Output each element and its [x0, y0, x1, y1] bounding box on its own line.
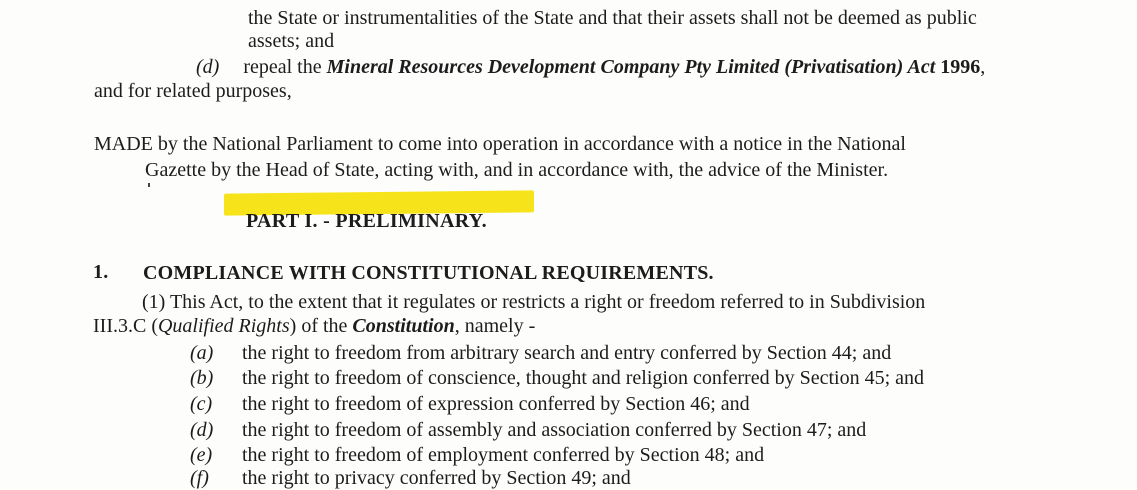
- item-label: (c): [190, 393, 213, 415]
- item-label: (e): [190, 444, 213, 466]
- text-segment: , namely -: [454, 315, 536, 337]
- item-text: the right to freedom from arbitrary search and entry conferred by Section 44; and: [242, 342, 892, 364]
- item-text: the right to freedom of expression conferred by Section 46; and: [242, 393, 750, 415]
- act-year: 1996: [935, 56, 981, 78]
- item-text: the right to privacy conferred by Section 49; and: [242, 467, 631, 489]
- made-line-1: MADE by the National Parliament to come into operation in accordance with a notice in the National: [94, 133, 906, 155]
- item-punct: ,: [980, 56, 986, 78]
- preamble-line-1: the State or instrumentalities of the State and that their assets shall not be deemed as public: [248, 7, 977, 29]
- list-item: [190, 341, 891, 365]
- section-title: COMPLIANCE WITH CONSTITUTIONAL REQUIREMENTS.: [143, 262, 714, 284]
- item-text: the right to freedom of employment conferred by Section 48; and: [242, 444, 765, 466]
- subsection-1-line-1: (1) This Act, to the extent that it regulates or restricts a right or freedom referred to in Subdivision: [142, 291, 926, 313]
- item-label: (a): [190, 342, 214, 364]
- item-label: (f): [190, 467, 209, 489]
- part-heading: PART I. - PRELIMINARY.: [246, 210, 487, 232]
- stray-mark: [148, 183, 150, 187]
- subsection-1-line-2: [93, 314, 535, 338]
- item-text: the right to freedom of assembly and association conferred by Section 47; and: [242, 419, 867, 441]
- item-label: (d): [190, 419, 214, 441]
- section-number: 1.: [93, 261, 109, 283]
- qualified-rights: Qualified Rights: [157, 315, 290, 337]
- item-text: the right to freedom of conscience, thought and religion conferred by Section 45; and: [242, 367, 925, 389]
- constitution-ref: Constitution: [352, 315, 455, 337]
- made-line-2: Gazette by the Head of State, acting with, and in accordance with, the advice of the Minister.: [145, 159, 889, 181]
- list-item: [190, 466, 631, 490]
- list-item: [190, 366, 924, 390]
- item-label: (b): [190, 367, 214, 389]
- item-label: (d): [196, 56, 220, 78]
- list-item: [190, 392, 750, 416]
- act-title: Mineral Resources Development Company Pty Limited (Privatisation) Act: [326, 56, 936, 78]
- list-item: [190, 443, 764, 467]
- preamble-line-2: assets; and: [248, 30, 335, 52]
- text-segment: ) of the: [289, 315, 353, 337]
- item-text: repeal the: [243, 56, 327, 78]
- preamble-item-d: [196, 55, 985, 79]
- text-segment: III.3.C (: [93, 315, 158, 337]
- preamble-closing: and for related purposes,: [94, 80, 292, 102]
- list-item: [190, 418, 866, 442]
